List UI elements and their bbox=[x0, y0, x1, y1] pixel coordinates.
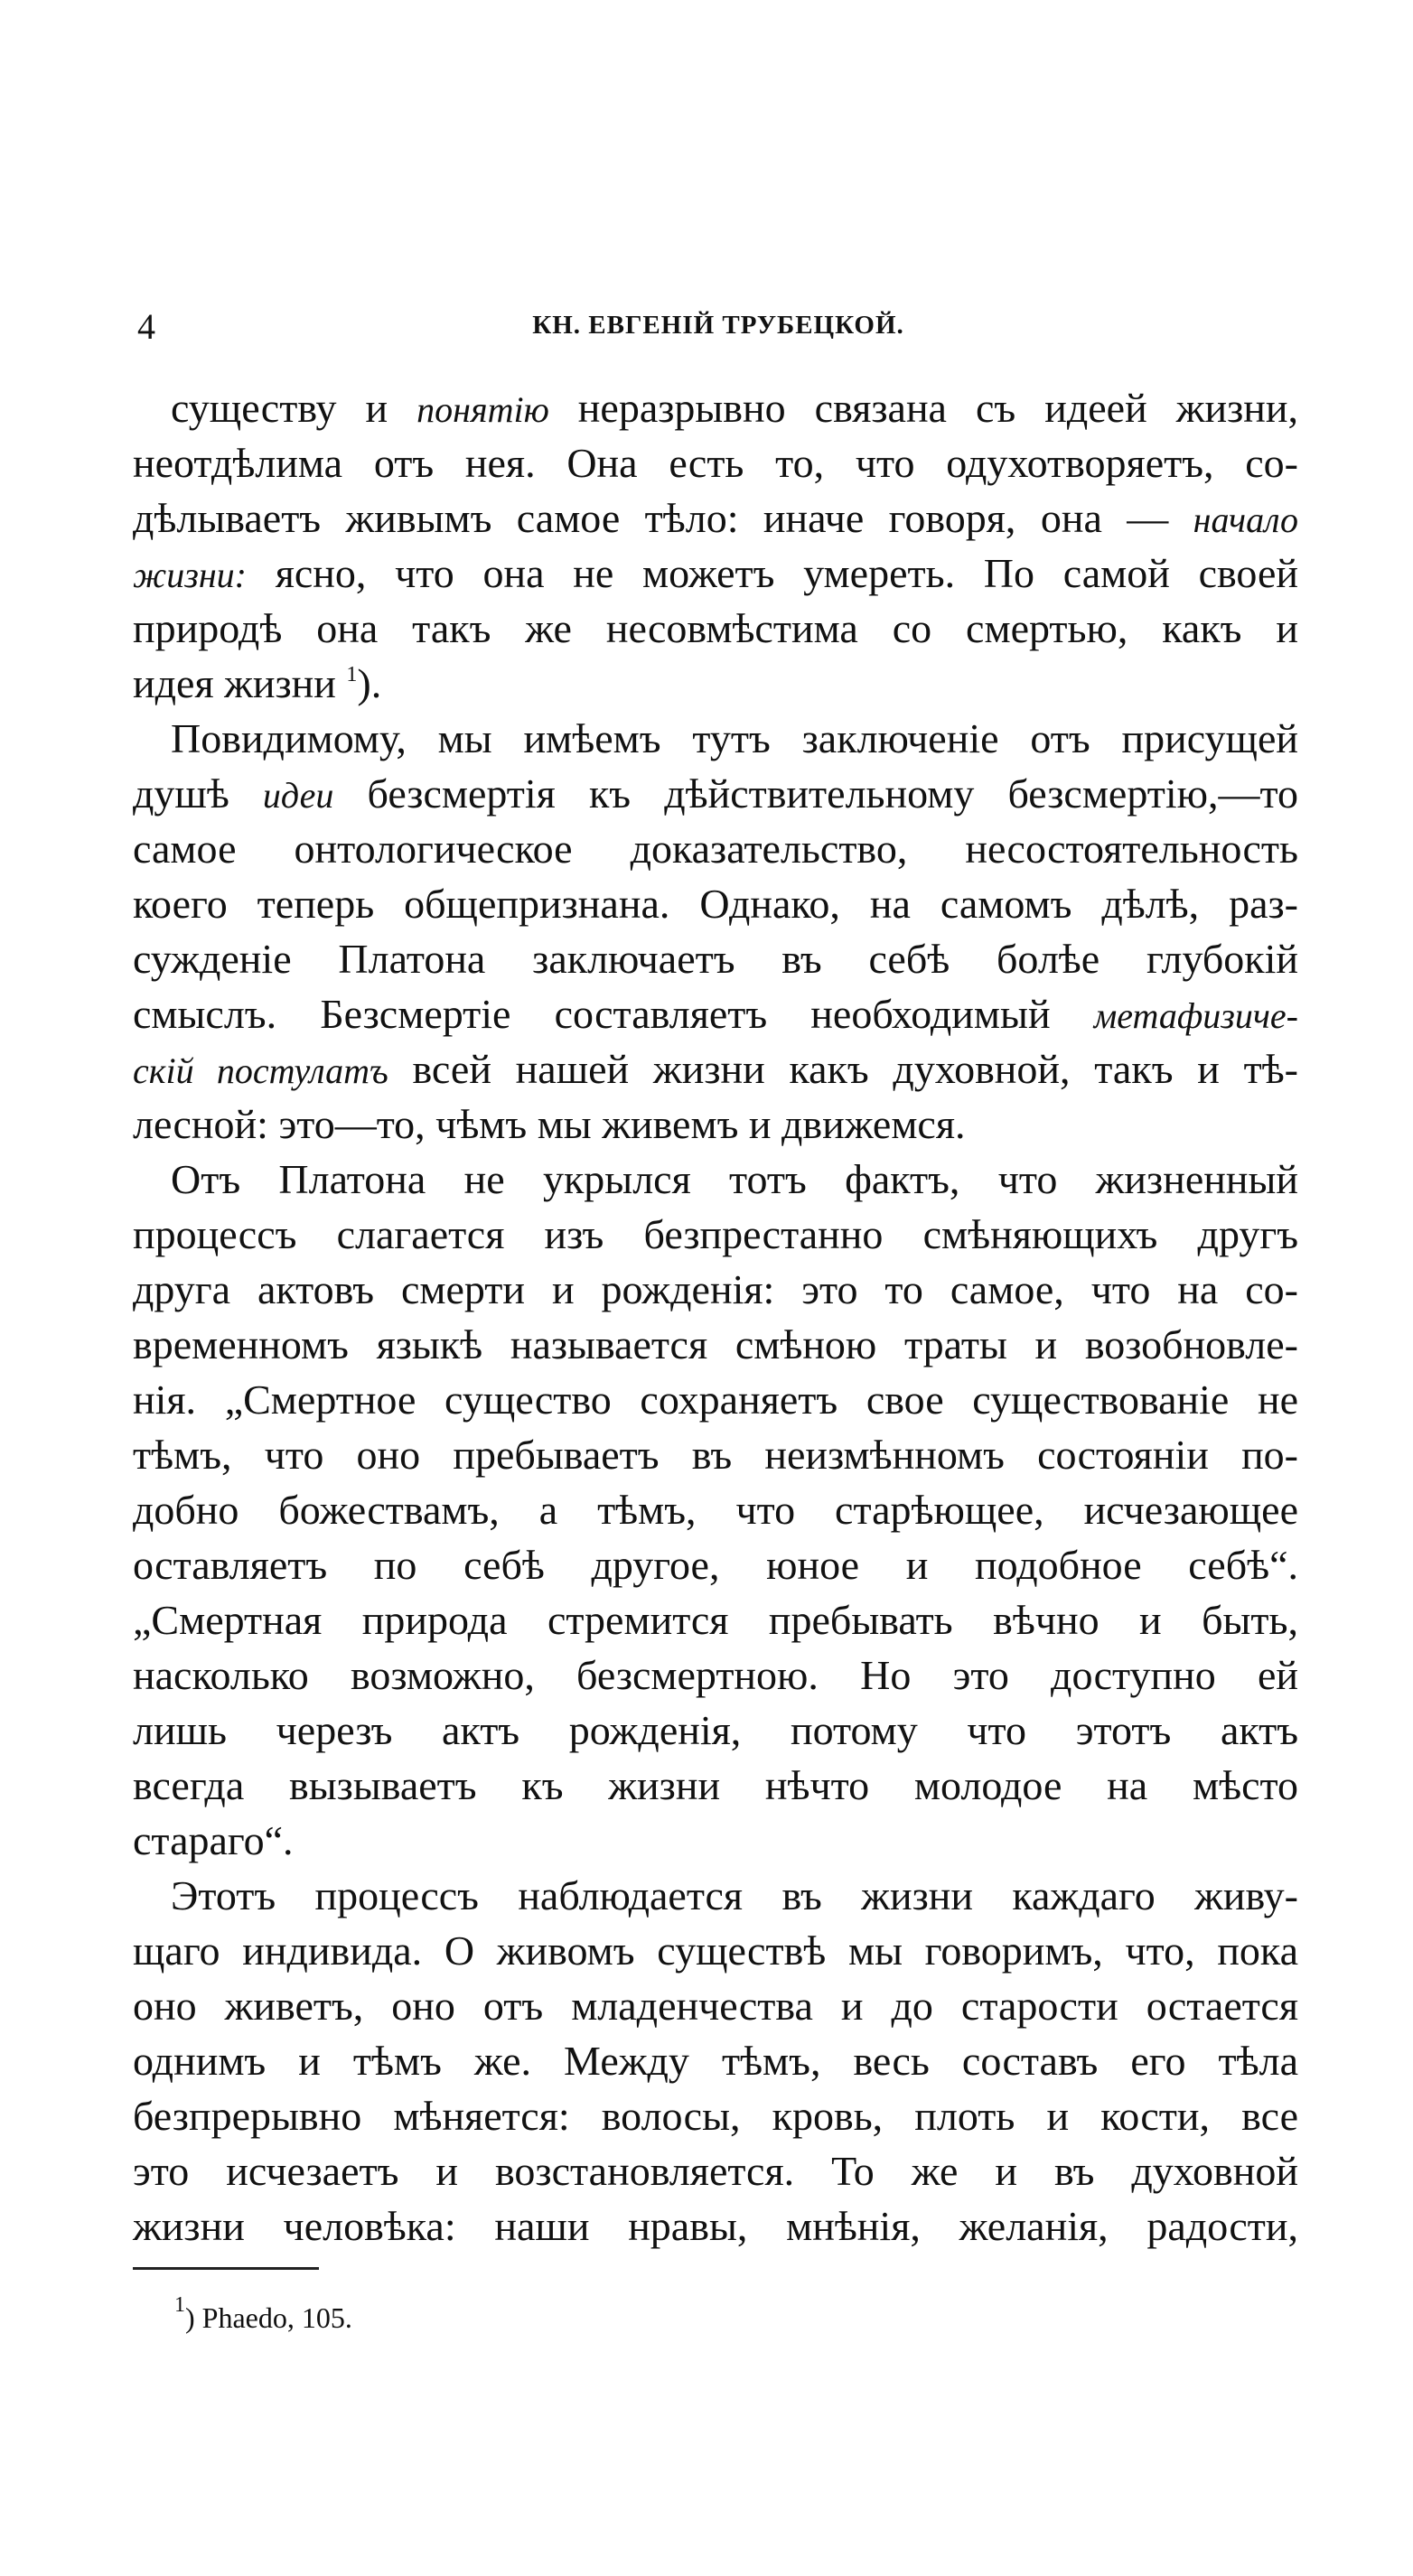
body-text bbox=[133, 380, 1298, 2254]
italic-text: идеи bbox=[262, 775, 334, 816]
text-line bbox=[133, 656, 1298, 711]
text-segment: всегда вызываетъ къ жизни нѣчто молодое на мѣсто bbox=[133, 1762, 1298, 1808]
text-line bbox=[133, 1041, 1298, 1097]
text-line bbox=[133, 711, 1298, 766]
text-line bbox=[133, 1207, 1298, 1262]
text-segment: неразрывно связана съ идеей жизни, bbox=[548, 385, 1299, 431]
text-segment: неотдѣлима отъ нея. Она есть то, что одухотворяетъ, со- bbox=[133, 440, 1298, 486]
text-line bbox=[133, 601, 1298, 656]
text-segment: лесной: это—то, чѣмъ мы живемъ и движемся. bbox=[133, 1101, 966, 1147]
footnote-reference: 1 bbox=[346, 663, 358, 686]
text-segment: смыслъ. Безсмертіе составляетъ необходимый bbox=[133, 991, 1094, 1037]
text-segment: душѣ bbox=[133, 770, 263, 817]
text-segment: сужденіе Платона заключаетъ въ себѣ болѣе глубокій bbox=[133, 936, 1298, 982]
text-segment: ). bbox=[357, 660, 382, 706]
text-segment: ясно, что она не можетъ умереть. По самой своей bbox=[246, 550, 1298, 596]
text-line bbox=[133, 1592, 1298, 1647]
text-segment: жизни человѣка: наши нравы, мнѣнія, желанія, радости, bbox=[133, 2203, 1298, 2249]
text-segment: это исчезаетъ и возстановляется. То же и въ духовной bbox=[133, 2148, 1298, 2194]
text-segment: однимъ и тѣмъ же. Между тѣмъ, весь составъ его тѣла bbox=[133, 2038, 1298, 2084]
text-line bbox=[133, 876, 1298, 931]
text-line bbox=[133, 1978, 1298, 2033]
text-line bbox=[133, 2088, 1298, 2143]
text-line bbox=[133, 1372, 1298, 1427]
text-line bbox=[133, 986, 1298, 1041]
text-segment: лишь черезъ актъ рожденія, потому что этотъ актъ bbox=[133, 1707, 1298, 1753]
text-segment: безпрерывно мѣняется: волосы, кровь, плоть и кости, все bbox=[133, 2093, 1298, 2139]
text-line bbox=[133, 821, 1298, 876]
text-line bbox=[133, 2198, 1298, 2254]
text-line bbox=[133, 1703, 1298, 1758]
text-line bbox=[133, 1317, 1298, 1372]
page-number: 4 bbox=[137, 306, 155, 347]
text-line bbox=[133, 1152, 1298, 1207]
footnote bbox=[174, 2293, 352, 2335]
paragraph bbox=[133, 380, 1298, 711]
footnote-divider bbox=[133, 2267, 319, 2270]
text-line bbox=[133, 1868, 1298, 1923]
text-line bbox=[133, 1482, 1298, 1537]
text-line bbox=[133, 546, 1298, 601]
text-segment: дѣлываетъ живымъ самое тѣло: иначе говоря, она — bbox=[133, 495, 1193, 541]
text-line bbox=[133, 435, 1298, 490]
footnote-marker: 1 bbox=[174, 2293, 185, 2317]
text-segment: коего теперь общепризнана. Однако, на самомъ дѣлѣ, раз- bbox=[133, 881, 1298, 927]
text-segment: временномъ языкѣ называется смѣною траты и возобновле- bbox=[133, 1321, 1298, 1367]
text-segment: Повидимому, мы имѣемъ тутъ заключеніе отъ присущей bbox=[171, 715, 1298, 761]
text-segment: идея жизни bbox=[133, 660, 347, 706]
footnote-text: ) Phaedo, 105. bbox=[185, 2301, 352, 2334]
text-segment: оставляетъ по себѣ другое, юное и подобное себѣ“. bbox=[133, 1542, 1298, 1588]
text-segment: Отъ Платона не укрылся тотъ фактъ, что жизненный bbox=[171, 1156, 1298, 1202]
text-line bbox=[133, 2143, 1298, 2198]
italic-text: жизни: bbox=[133, 555, 247, 595]
italic-text: метафизиче- bbox=[1093, 995, 1298, 1036]
text-line bbox=[133, 1537, 1298, 1592]
text-segment: „Смертная природа стремится пребывать вѣчно и быть, bbox=[133, 1597, 1298, 1643]
text-line bbox=[133, 931, 1298, 986]
text-segment: существу и bbox=[171, 385, 417, 431]
text-line bbox=[133, 1427, 1298, 1482]
text-line bbox=[133, 1262, 1298, 1317]
italic-text: начало bbox=[1193, 499, 1298, 540]
text-segment: насколько возможно, безсмертною. Но это доступно ей bbox=[133, 1652, 1298, 1698]
text-segment: природѣ она такъ же несовмѣстима со смертью, какъ и bbox=[133, 605, 1298, 651]
text-segment: друга актовъ смерти и рожденія: это то самое, что на со- bbox=[133, 1266, 1298, 1312]
italic-text: скій постулатъ bbox=[133, 1050, 388, 1091]
text-line bbox=[133, 1923, 1298, 1978]
text-segment: безсмертія къ дѣйствительному безсмертію,—то bbox=[333, 770, 1298, 817]
text-segment: добно божествамъ, а тѣмъ, что старѣющее, исчезающее bbox=[133, 1487, 1298, 1533]
text-line bbox=[133, 766, 1298, 821]
text-line bbox=[133, 1813, 1298, 1868]
text-segment: тѣмъ, что оно пребываетъ въ неизмѣнномъ состояніи по- bbox=[133, 1432, 1298, 1478]
text-segment: самое онтологическое доказательство, несостоятельность bbox=[133, 826, 1298, 872]
text-segment: стараго“. bbox=[133, 1817, 294, 1863]
text-line bbox=[133, 1097, 1298, 1152]
text-segment: щаго индивида. О живомъ существѣ мы говоримъ, что, пока bbox=[133, 1927, 1298, 1974]
paragraph bbox=[133, 1868, 1298, 2254]
text-segment: оно живетъ, оно отъ младенчества и до старости остается bbox=[133, 1983, 1298, 2029]
paragraph bbox=[133, 1152, 1298, 1868]
running-title: КН. ЕВГЕНІЙ ТРУБЕЦКОЙ. bbox=[532, 311, 904, 340]
text-segment: Этотъ процессъ наблюдается въ жизни каждаго живу- bbox=[171, 1872, 1298, 1918]
text-line bbox=[133, 380, 1298, 435]
text-line bbox=[133, 1758, 1298, 1813]
text-segment: нія. „Смертное существо сохраняетъ свое существованіе не bbox=[133, 1377, 1298, 1423]
text-line bbox=[133, 490, 1298, 546]
text-line bbox=[133, 1647, 1298, 1703]
text-segment: всей нашей жизни какъ духовной, такъ и тѣ- bbox=[388, 1046, 1298, 1092]
paragraph bbox=[133, 711, 1298, 1152]
text-segment: процессъ слагается изъ безпрестанно смѣняющихъ другъ bbox=[133, 1211, 1298, 1257]
italic-text: понятію bbox=[416, 389, 549, 430]
text-line bbox=[133, 2033, 1298, 2088]
